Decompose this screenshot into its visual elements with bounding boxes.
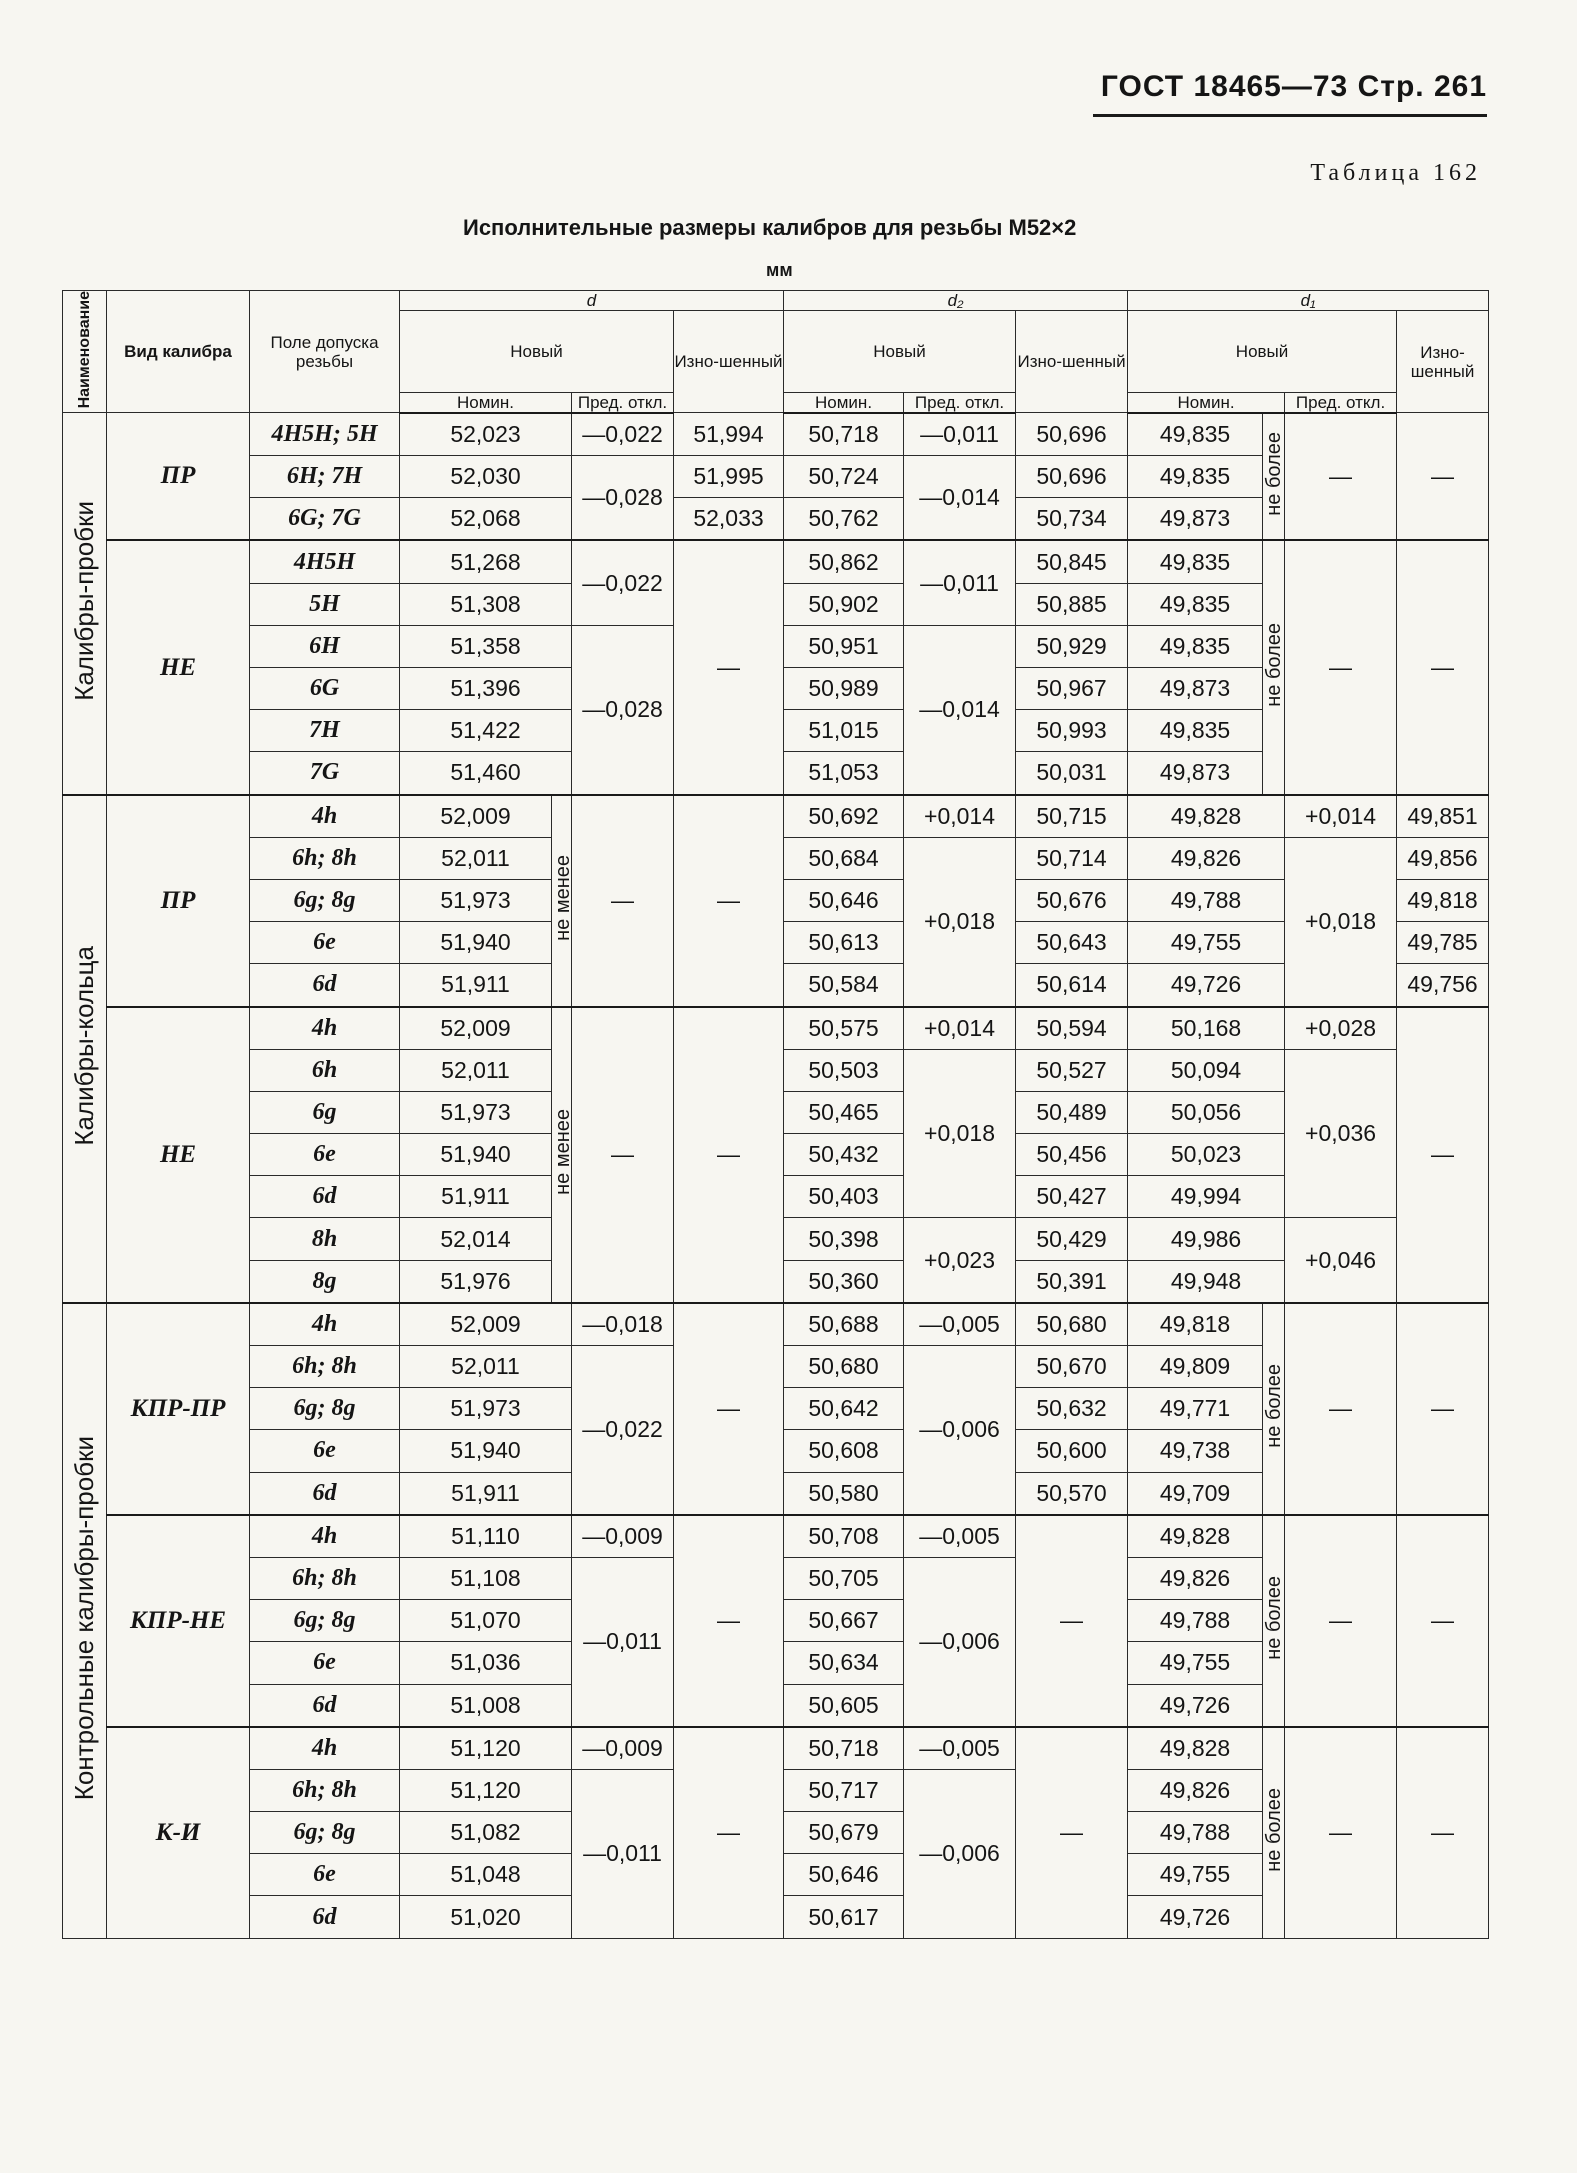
gauge-table: [62, 290, 1488, 1939]
d2-nominal: 50,360: [784, 1260, 904, 1303]
d2-worn-header: Изно-шенный: [1016, 311, 1128, 413]
d-nominal: 51,308: [400, 583, 572, 625]
d-nominal: 51,940: [400, 922, 552, 964]
d2-nominal: 50,718: [784, 1727, 904, 1770]
d2-nominal: 50,605: [784, 1684, 904, 1727]
d2-deviation: —0,014: [904, 625, 1016, 794]
d1-limit-note: не более: [1263, 413, 1285, 541]
tolerance-field: 6d: [250, 1896, 400, 1938]
tolerance-field: 6g; 8g: [250, 879, 400, 921]
d1-nominal: 49,835: [1128, 456, 1263, 498]
tolerance-field: 4h: [250, 795, 400, 838]
d1-worn: —: [1397, 1007, 1489, 1303]
tolerance-field: 6e: [250, 1134, 400, 1176]
d1-worn: —: [1397, 413, 1489, 541]
d-worn: —: [674, 1007, 784, 1303]
d1-nominal: 49,788: [1128, 1812, 1263, 1854]
d1-nominal: 49,788: [1128, 879, 1285, 921]
d-nominal: 51,268: [400, 540, 572, 583]
d-deviation: —0,018: [572, 1303, 674, 1346]
d-nominal: 51,008: [400, 1684, 572, 1727]
d2-worn: 50,031: [1016, 752, 1128, 795]
gauge-kind: КПР-НЕ: [107, 1515, 250, 1727]
d2-nominal: 50,680: [784, 1346, 904, 1388]
header-rule: [1093, 114, 1487, 117]
d1-nominal: 49,986: [1128, 1218, 1285, 1260]
d2-worn: 50,489: [1016, 1091, 1128, 1133]
d1-nominal: 49,948: [1128, 1260, 1285, 1303]
d-nominal: 51,120: [400, 1769, 572, 1811]
d1-nominal: 49,755: [1128, 922, 1285, 964]
tolerance-field: 8h: [250, 1218, 400, 1260]
d2-worn: 50,734: [1016, 498, 1128, 541]
d2-nominal: 50,617: [784, 1896, 904, 1938]
d2-nominal: 50,667: [784, 1600, 904, 1642]
col-name-header: Наименование: [63, 291, 107, 413]
d2-deviation: —0,014: [904, 456, 1016, 541]
d-deviation: —0,011: [572, 1769, 674, 1938]
tolerance-field: 7G: [250, 752, 400, 795]
d1-nominal: 49,818: [1128, 1303, 1263, 1346]
d1-nominal: 49,755: [1128, 1642, 1263, 1684]
d1-worn: 49,756: [1397, 964, 1489, 1007]
d2-nominal: 50,951: [784, 625, 904, 667]
d2-worn: 50,427: [1016, 1176, 1128, 1218]
d2-worn: 50,993: [1016, 710, 1128, 752]
d-worn: 51,994: [674, 413, 784, 456]
d2-nominal: 50,580: [784, 1472, 904, 1515]
tolerance-field: 6e: [250, 1642, 400, 1684]
d1-nominal: 50,056: [1128, 1091, 1285, 1133]
d-nominal: 52,011: [400, 1346, 572, 1388]
tolerance-field: 6d: [250, 964, 400, 1007]
d1-deviation: —: [1285, 540, 1397, 794]
tolerance-field: 6g; 8g: [250, 1812, 400, 1854]
d1-nominal: 49,809: [1128, 1346, 1263, 1388]
d2-nominal: 50,646: [784, 879, 904, 921]
d2-nominal: 50,646: [784, 1854, 904, 1896]
gauge-kind: НЕ: [107, 1007, 250, 1303]
d2-deviation: —0,005: [904, 1727, 1016, 1770]
d1-worn: —: [1397, 1303, 1489, 1515]
dimensions-table: [62, 290, 1489, 1939]
tolerance-field: 6g; 8g: [250, 1388, 400, 1430]
d1-nominal: 49,835: [1128, 625, 1263, 667]
tolerance-field: 6g; 8g: [250, 1600, 400, 1642]
d1-nominal: 49,828: [1128, 795, 1285, 838]
d-worn: 52,033: [674, 498, 784, 541]
d2-deviation: —0,006: [904, 1557, 1016, 1726]
d2-deviation: +0,023: [904, 1218, 1016, 1303]
d-worn-header: Изно-шенный: [674, 311, 784, 413]
table-row: [63, 413, 1489, 456]
d2-worn: 50,967: [1016, 668, 1128, 710]
d1-nominal: 49,828: [1128, 1515, 1263, 1558]
d-nominal: 51,973: [400, 1091, 552, 1133]
d2-nominal: 50,503: [784, 1049, 904, 1091]
gauge-kind: ПР: [107, 795, 250, 1007]
d1-nominal: 49,788: [1128, 1600, 1263, 1642]
d2-deviation: —0,006: [904, 1769, 1016, 1938]
d-deviation: —: [572, 795, 674, 1007]
d1-deviation: +0,036: [1285, 1049, 1397, 1218]
d-nominal: 51,120: [400, 1727, 572, 1770]
d-nominal: 51,082: [400, 1812, 572, 1854]
d-nominal: 51,110: [400, 1515, 572, 1558]
d-limit-note: не менее: [552, 795, 572, 1007]
d1-deviation: —: [1285, 413, 1397, 541]
d-nominal: 51,911: [400, 1176, 552, 1218]
d-nominal: 52,011: [400, 1049, 552, 1091]
d1-nominal: 49,835: [1128, 710, 1263, 752]
d-deviation: —0,022: [572, 413, 674, 456]
d2-worn: 50,632: [1016, 1388, 1128, 1430]
d-nominal: 52,011: [400, 837, 552, 879]
d2-nominal: 50,684: [784, 837, 904, 879]
tolerance-field: 6h; 8h: [250, 1557, 400, 1599]
d2-worn: —: [1016, 1727, 1128, 1938]
table-title: Исполнительные размеры калибров для резьбы М52×2: [463, 215, 1077, 240]
d2-nominal: 50,608: [784, 1430, 904, 1472]
d-nominal: 51,976: [400, 1260, 552, 1303]
d-nominal: 51,973: [400, 879, 552, 921]
d2-nominal: 50,708: [784, 1515, 904, 1558]
col-d1-header: d₁: [1128, 291, 1489, 311]
d-worn: —: [674, 795, 784, 1007]
d2-worn: 50,643: [1016, 922, 1128, 964]
gauge-kind: К-И: [107, 1727, 250, 1938]
d1-deviation: —: [1285, 1303, 1397, 1515]
d2-worn: 50,929: [1016, 625, 1128, 667]
d1-nominal: 49,873: [1128, 498, 1263, 541]
d2-new-header: Новый: [784, 311, 1016, 393]
d2-nominal: 50,705: [784, 1557, 904, 1599]
col-d-header: d: [400, 291, 784, 311]
d2-deviation: —0,011: [904, 413, 1016, 456]
tolerance-field: 6h; 8h: [250, 1346, 400, 1388]
tolerance-field: 6h; 8h: [250, 837, 400, 879]
d2-worn: 50,600: [1016, 1430, 1128, 1472]
d2-worn: 50,614: [1016, 964, 1128, 1007]
tolerance-field: 8g: [250, 1260, 400, 1303]
d-nominal: 52,068: [400, 498, 572, 541]
d-nominal: 52,030: [400, 456, 572, 498]
d1-nominal: 49,873: [1128, 668, 1263, 710]
tolerance-field: 4h: [250, 1727, 400, 1770]
tolerance-field: 6d: [250, 1684, 400, 1727]
d-nominal: 51,048: [400, 1854, 572, 1896]
tolerance-field: 4h: [250, 1303, 400, 1346]
d1-nominal: 49,771: [1128, 1388, 1263, 1430]
d1-nominal: 49,726: [1128, 1896, 1263, 1938]
d-nominal: 51,396: [400, 668, 572, 710]
d-nominal: 52,023: [400, 413, 572, 456]
page-header: [1101, 70, 1487, 104]
d-nominal: 52,009: [400, 795, 552, 838]
d2-nominal: 50,762: [784, 498, 904, 541]
unit-label: мм: [766, 260, 793, 280]
d2-nominal: 51,053: [784, 752, 904, 795]
d1-worn: 49,851: [1397, 795, 1489, 838]
d2-nominal: 50,642: [784, 1388, 904, 1430]
d-nom-header: Номин.: [400, 392, 572, 413]
d1-nominal: 50,023: [1128, 1134, 1285, 1176]
d-nominal: 51,358: [400, 625, 572, 667]
d2-nominal: 50,584: [784, 964, 904, 1007]
tolerance-field: 6G: [250, 668, 400, 710]
d1-dev-header: Пред. откл.: [1285, 392, 1397, 413]
d1-nominal: 49,738: [1128, 1430, 1263, 1472]
d2-nominal: 50,717: [784, 1769, 904, 1811]
d1-nom-header: Номин.: [1128, 392, 1285, 413]
d-deviation: —0,028: [572, 456, 674, 541]
table-row: [63, 1007, 1489, 1050]
gauge-kind: НЕ: [107, 540, 250, 794]
tolerance-field: 6d: [250, 1176, 400, 1218]
d2-deviation: —0,005: [904, 1515, 1016, 1558]
d-deviation: —0,009: [572, 1515, 674, 1558]
d1-nominal: 49,726: [1128, 964, 1285, 1007]
tolerance-field: 6h: [250, 1049, 400, 1091]
gauge-kind: ПР: [107, 413, 250, 541]
d2-nominal: 50,862: [784, 540, 904, 583]
d-dev-header: Пред. откл.: [572, 392, 674, 413]
d1-nominal: 49,873: [1128, 752, 1263, 795]
d1-nominal: 49,835: [1128, 413, 1263, 456]
d1-worn: —: [1397, 540, 1489, 794]
gauge-kind: КПР-ПР: [107, 1303, 250, 1515]
d1-deviation: —: [1285, 1515, 1397, 1727]
d2-nominal: 50,575: [784, 1007, 904, 1050]
d1-worn: 49,856: [1397, 837, 1489, 879]
d2-worn: 50,885: [1016, 583, 1128, 625]
d2-deviation: +0,014: [904, 795, 1016, 838]
d-deviation: —0,022: [572, 1346, 674, 1515]
d2-nominal: 50,692: [784, 795, 904, 838]
d2-worn: 50,429: [1016, 1218, 1128, 1260]
tolerance-field: 4H5H; 5H: [250, 413, 400, 456]
d1-nominal: 49,709: [1128, 1472, 1263, 1515]
d1-nominal: 49,826: [1128, 1769, 1263, 1811]
d1-worn: 49,818: [1397, 879, 1489, 921]
d2-worn: —: [1016, 1515, 1128, 1727]
d2-nominal: 50,679: [784, 1812, 904, 1854]
tolerance-field: 7H: [250, 710, 400, 752]
d-deviation: —: [572, 1007, 674, 1303]
page-number: Стр. 261: [1357, 70, 1487, 103]
d-deviation: —0,011: [572, 1557, 674, 1726]
d2-nominal: 50,724: [784, 456, 904, 498]
d1-deviation: +0,018: [1285, 837, 1397, 1006]
d-nominal: 52,009: [400, 1303, 572, 1346]
tolerance-field: 4h: [250, 1515, 400, 1558]
d2-nominal: 50,718: [784, 413, 904, 456]
d1-nominal: 50,168: [1128, 1007, 1285, 1050]
d2-worn: 50,696: [1016, 413, 1128, 456]
table-row: [63, 795, 1489, 838]
d1-limit-note: не более: [1263, 1303, 1285, 1515]
tolerance-field: 6e: [250, 922, 400, 964]
tolerance-field: 6g: [250, 1091, 400, 1133]
d1-deviation: +0,014: [1285, 795, 1397, 838]
d1-limit-note: не более: [1263, 540, 1285, 794]
d2-worn: 50,845: [1016, 540, 1128, 583]
d2-worn: 50,456: [1016, 1134, 1128, 1176]
d-worn: —: [674, 1303, 784, 1515]
d-nominal: 51,940: [400, 1134, 552, 1176]
d-new-header: Новый: [400, 311, 674, 393]
d1-deviation: —: [1285, 1727, 1397, 1938]
d-deviation: —0,009: [572, 1727, 674, 1770]
group-label: Калибры-кольца: [63, 795, 107, 1303]
d1-nominal: 49,835: [1128, 583, 1263, 625]
d2-deviation: —0,011: [904, 540, 1016, 625]
d2-nom-header: Номин.: [784, 392, 904, 413]
d1-worn-header: Изно-шенный: [1397, 311, 1489, 413]
d2-worn: 50,696: [1016, 456, 1128, 498]
d-worn: 51,995: [674, 456, 784, 498]
d2-deviation: +0,018: [904, 837, 1016, 1006]
d1-nominal: 49,755: [1128, 1854, 1263, 1896]
tolerance-field: 6H: [250, 625, 400, 667]
tolerance-field: 6h; 8h: [250, 1769, 400, 1811]
d-nominal: 51,911: [400, 964, 552, 1007]
d2-nominal: 50,403: [784, 1176, 904, 1218]
d-worn: —: [674, 540, 784, 794]
d1-limit-note: не более: [1263, 1515, 1285, 1727]
d2-nominal: 50,613: [784, 922, 904, 964]
table-row: [63, 1515, 1489, 1558]
table-row: [63, 1303, 1489, 1346]
d2-deviation: +0,018: [904, 1049, 1016, 1218]
tolerance-field: 4H5H: [250, 540, 400, 583]
d2-worn: 50,714: [1016, 837, 1128, 879]
d-nominal: 51,911: [400, 1472, 572, 1515]
group-label: Калибры-пробки: [63, 413, 107, 795]
d-nominal: 51,422: [400, 710, 572, 752]
table-row: [63, 1727, 1489, 1770]
d-nominal: 51,036: [400, 1642, 572, 1684]
gost-number: ГОСТ 18465—73: [1100, 70, 1349, 103]
d2-worn: 50,527: [1016, 1049, 1128, 1091]
d1-nominal: 49,994: [1128, 1176, 1285, 1218]
table-number: Таблица 162: [1310, 160, 1481, 186]
d1-nominal: 49,726: [1128, 1684, 1263, 1727]
d-worn: —: [674, 1515, 784, 1727]
tolerance-field: 6e: [250, 1430, 400, 1472]
d1-limit-note: не более: [1263, 1727, 1285, 1938]
d1-worn: —: [1397, 1727, 1489, 1938]
tolerance-field: 6H; 7H: [250, 456, 400, 498]
d2-nominal: 50,688: [784, 1303, 904, 1346]
d-nominal: 51,460: [400, 752, 572, 795]
d1-nominal: 49,826: [1128, 1557, 1263, 1599]
d-nominal: 51,973: [400, 1388, 572, 1430]
d2-worn: 50,680: [1016, 1303, 1128, 1346]
table-row: [63, 540, 1489, 583]
col-d2-header: d₂: [784, 291, 1128, 311]
d-nominal: 51,108: [400, 1557, 572, 1599]
d-worn: —: [674, 1727, 784, 1938]
d2-nominal: 50,989: [784, 668, 904, 710]
d2-nominal: 50,465: [784, 1091, 904, 1133]
d2-nominal: 50,902: [784, 583, 904, 625]
d1-deviation: +0,028: [1285, 1007, 1397, 1050]
d1-new-header: Новый: [1128, 311, 1397, 393]
col-field-header: Поле допуска резьбы: [250, 291, 400, 413]
d2-worn: 50,676: [1016, 879, 1128, 921]
d-nominal: 52,009: [400, 1007, 552, 1050]
d-nominal: 51,940: [400, 1430, 572, 1472]
d1-worn: —: [1397, 1515, 1489, 1727]
tolerance-field: 4h: [250, 1007, 400, 1050]
group-label: Контрольные калибры-пробки: [63, 1303, 107, 1938]
d2-nominal: 50,398: [784, 1218, 904, 1260]
table-body: [63, 413, 1489, 1938]
d1-nominal: 49,828: [1128, 1727, 1263, 1770]
d2-dev-header: Пред. откл.: [904, 392, 1016, 413]
d-nominal: 52,014: [400, 1218, 552, 1260]
d2-deviation: —0,006: [904, 1346, 1016, 1515]
d2-nominal: 50,432: [784, 1134, 904, 1176]
d2-deviation: +0,014: [904, 1007, 1016, 1050]
d1-nominal: 49,826: [1128, 837, 1285, 879]
tolerance-field: 5H: [250, 583, 400, 625]
d-limit-note: не менее: [552, 1007, 572, 1303]
col-kind-header: Вид калибра: [107, 291, 250, 413]
d2-nominal: 51,015: [784, 710, 904, 752]
d2-worn: 50,715: [1016, 795, 1128, 838]
d2-worn: 50,391: [1016, 1260, 1128, 1303]
d2-worn: 50,594: [1016, 1007, 1128, 1050]
tolerance-field: 6d: [250, 1472, 400, 1515]
d-deviation: —0,022: [572, 540, 674, 625]
d2-deviation: —0,005: [904, 1303, 1016, 1346]
d-nominal: 51,020: [400, 1896, 572, 1938]
d1-nominal: 50,094: [1128, 1049, 1285, 1091]
d1-deviation: +0,046: [1285, 1218, 1397, 1303]
d1-nominal: 49,835: [1128, 540, 1263, 583]
d2-worn: 50,670: [1016, 1346, 1128, 1388]
tolerance-field: 6G; 7G: [250, 498, 400, 541]
d2-nominal: 50,634: [784, 1642, 904, 1684]
d-deviation: —0,028: [572, 625, 674, 794]
d2-worn: 50,570: [1016, 1472, 1128, 1515]
d-nominal: 51,070: [400, 1600, 572, 1642]
tolerance-field: 6e: [250, 1854, 400, 1896]
d1-worn: 49,785: [1397, 922, 1489, 964]
